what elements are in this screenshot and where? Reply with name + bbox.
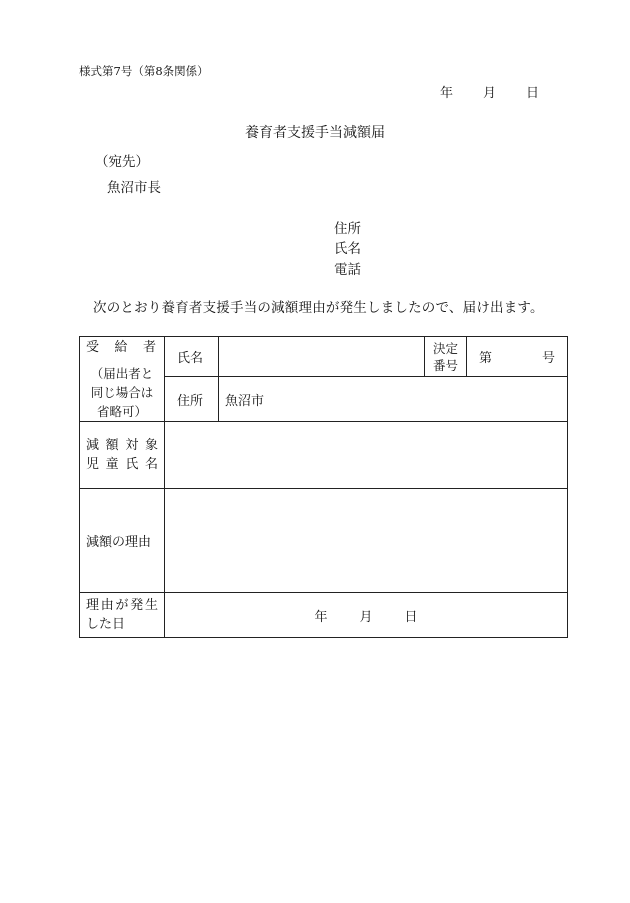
- form-number: 様式第7号（第8条関係）: [79, 64, 209, 78]
- number-suffix: 号: [541, 351, 555, 366]
- reduction-reason-field[interactable]: [165, 489, 568, 593]
- occurred-date-label: [80, 593, 165, 638]
- recipient-note-line: 同じ場合は: [90, 384, 154, 400]
- occurred-label-char: 発: [130, 598, 144, 613]
- occurred-label-line2: した日: [86, 617, 126, 632]
- child-label-char: 氏: [125, 457, 139, 472]
- decision-label-line: 番号: [432, 357, 458, 373]
- occurred-label-char: が: [115, 598, 129, 613]
- occurred-month-label: 月: [359, 609, 373, 625]
- target-child-field[interactable]: [165, 422, 568, 489]
- recipient-note-line: 省略可）: [96, 403, 147, 419]
- occurred-label-char: 理: [86, 598, 100, 613]
- applicant-name-label: 氏名: [334, 241, 361, 257]
- recipient-note-line: （届出者と: [90, 365, 154, 381]
- recipient-char: 者: [142, 339, 156, 355]
- reduction-reason-label: 減額の理由: [80, 489, 165, 593]
- date-year-label: 年: [440, 86, 454, 101]
- child-label-char: 児: [86, 457, 100, 472]
- recipient-address-field[interactable]: [219, 377, 568, 422]
- occurred-day-label: 日: [404, 609, 418, 625]
- recipient-name-field[interactable]: [219, 337, 425, 377]
- recipient-char: 受: [86, 339, 100, 355]
- applicant-phone-label: 電話: [334, 262, 361, 278]
- decision-number-label: [425, 337, 467, 377]
- number-prefix: 第: [479, 351, 493, 366]
- reduction-form-table: [79, 336, 568, 638]
- child-label-char: 象: [144, 438, 158, 453]
- applicant-address-label: 住所: [334, 221, 361, 237]
- intro-text: 次のとおり養育者支援手当の減額理由が発生しましたので、届け出ます。: [93, 300, 544, 316]
- recipient-name-label: 氏名: [165, 337, 219, 377]
- decision-label-line: 決定: [432, 340, 458, 356]
- occurred-year-label: 年: [314, 609, 328, 625]
- document-title: 養育者支援手当減額届: [245, 125, 385, 141]
- recipient-label-cell: [80, 337, 165, 422]
- decision-number-field[interactable]: [467, 337, 568, 377]
- recipient-char: 給: [114, 339, 128, 355]
- addressee-name: 魚沼市長: [107, 180, 161, 196]
- child-label-char: 額: [105, 438, 119, 453]
- recipient-address-value: 魚沼市: [225, 393, 265, 409]
- target-child-label: [80, 422, 165, 489]
- occurred-label-char: 生: [144, 598, 158, 613]
- date-month-label: 月: [483, 86, 497, 101]
- recipient-note: [80, 364, 164, 421]
- recipient-address-label: 住所: [165, 377, 219, 422]
- recipient-label: [80, 338, 164, 358]
- occurred-label-char: 由: [100, 598, 114, 613]
- occurred-date-field[interactable]: [165, 593, 568, 638]
- date-day-label: 日: [526, 86, 540, 101]
- submission-date: [440, 82, 539, 101]
- child-label-char: 童: [105, 457, 119, 472]
- child-label-char: 対: [125, 438, 139, 453]
- child-label-char: 減: [86, 438, 100, 453]
- addressee-label: （宛先）: [95, 154, 149, 170]
- child-label-char: 名: [144, 457, 158, 472]
